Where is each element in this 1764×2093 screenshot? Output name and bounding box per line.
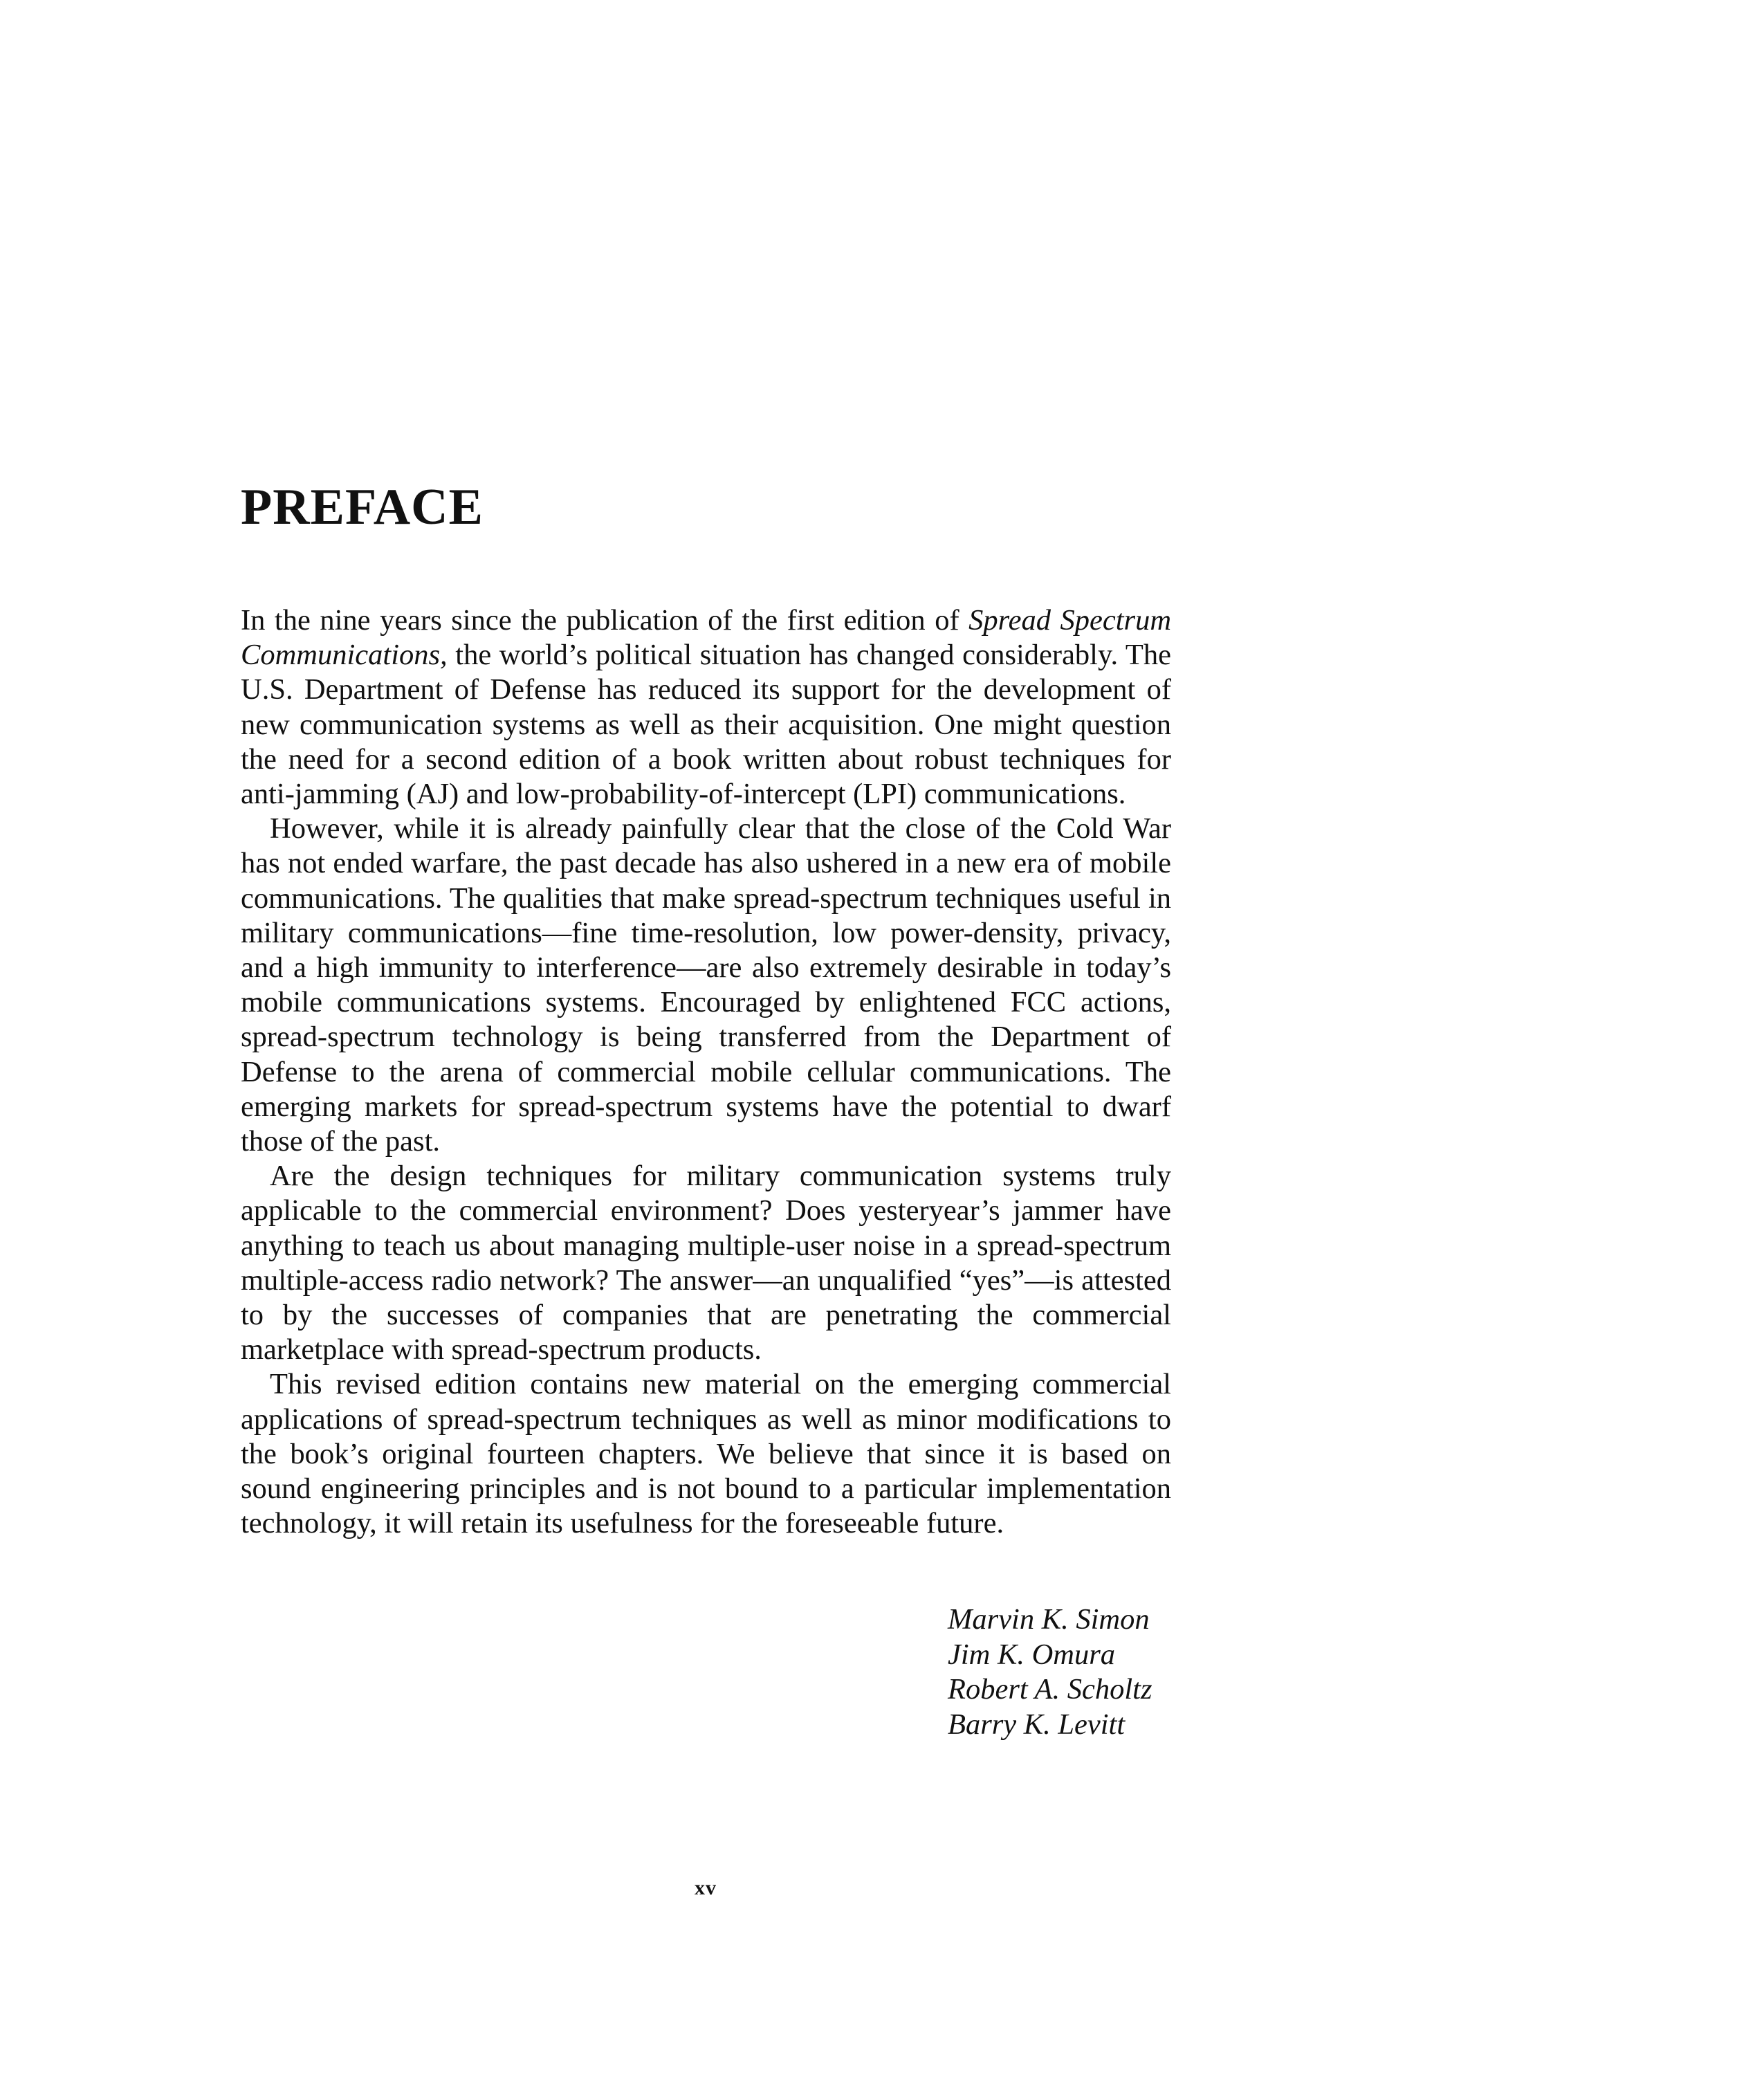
author-signatures (948, 1602, 1152, 1742)
page-title: PREFACE (241, 479, 484, 536)
author-name: Robert A. Scholtz (948, 1673, 1152, 1706)
preface-body (241, 603, 1171, 1541)
paragraph-2: However, while it is already painfully clear that the close of the Cold War has not ended warfare, the past decade has also ushered in a new era of mobile communications. The qualities that make spread-spectrum techniques useful in military communications—fine time-resolution, low power-density, privacy, and a high immunity to interference—are also extremely desirable in today’s mobile communications systems. Encouraged by enlightened FCC actions, spread-spectrum technology is being transferred from the Department of Defense to the arena of commercial mobile cellular communications. The emerging markets for spread-spectrum systems have the potential to dwarf those of the past. (241, 812, 1171, 1158)
paragraph-1-lead: In the nine years since the publication of the first edition of (241, 604, 969, 637)
page-number: xv (695, 1876, 717, 1899)
book-title: Spread Spectrum Communications, (241, 604, 1172, 672)
author-name: Marvin K. Simon (948, 1603, 1150, 1636)
paragraph-3: Are the design techniques for military communication systems truly applicable to the commercial environment? Does yesteryear’s jammer have anything to teach us about managing multiple-user noise in a spread-spectrum multiple-access radio network? The answer—an unqualified “yes”—is attested to by the successes of companies that are penetrating the commercial marketplace with spread-spectrum products. (241, 1160, 1171, 1367)
author-name: Jim K. Omura (948, 1638, 1116, 1671)
author-name: Barry K. Levitt (948, 1708, 1126, 1741)
paragraph-4: This revised edition contains new material on the emerging commercial applications of spread-spectrum techniques as well as minor modifications to the book’s original fourteen chapters. We believe that since it is based on sound engineering principles and is not bound to a particular implementation technology, it will retain its usefulness for the foreseeable future. (241, 1368, 1171, 1540)
paragraph-1-rest: the world’s political situation has changed considerably. The U.S. Department of Defense has reduced its support for the development of new communication systems as well as their acquisition. One might question the need for a second edition of a book written about robust techniques for anti-jamming (AJ) and low-probability-of-intercept (LPI) communications. (241, 639, 1171, 811)
paragraph-1 (241, 603, 1171, 812)
